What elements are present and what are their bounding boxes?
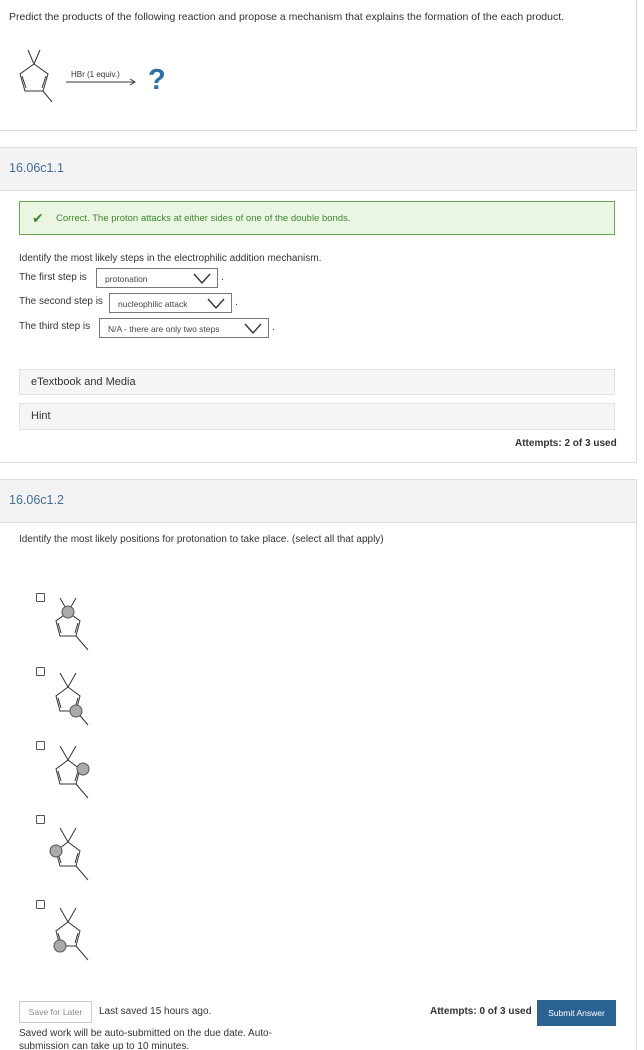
reaction-arrow xyxy=(66,78,138,86)
step3-value: N/A - there are only two steps xyxy=(108,324,220,334)
part2-attempts: Attempts: 0 of 3 used xyxy=(430,1006,532,1017)
product-question-mark: ? xyxy=(148,64,166,96)
part2-body xyxy=(0,522,637,1050)
submit-answer-button[interactable]: Submit Answer xyxy=(537,1000,616,1026)
checkmark-icon: ✔ xyxy=(32,210,44,226)
step3-period: . xyxy=(272,322,275,333)
chevron-down-icon xyxy=(207,298,225,310)
option-4-structure xyxy=(45,822,95,886)
last-saved-text: Last saved 15 hours ago. xyxy=(99,1006,212,1017)
option-4-checkbox[interactable] xyxy=(36,815,45,824)
etextbook-media-toggle[interactable] xyxy=(19,369,615,395)
chevron-down-icon xyxy=(244,323,262,335)
step2-label: The second step is xyxy=(19,296,103,307)
feedback-correct xyxy=(19,201,615,235)
option-2-checkbox[interactable] xyxy=(36,667,45,676)
step1-label: The first step is xyxy=(19,272,87,283)
reagent-label: HBr (1 equiv.) xyxy=(71,70,120,79)
part2-instructions: Identify the most likely positions for protonation to take place. (select all that apply) xyxy=(19,534,384,545)
feedback-text: Correct. The proton attacks at either sides of one of the double bonds. xyxy=(56,213,351,224)
cyclopentadiene-structure xyxy=(8,44,60,106)
etextbook-label: eTextbook and Media xyxy=(31,376,136,388)
chevron-down-icon xyxy=(193,273,211,285)
option-3-structure xyxy=(45,740,95,804)
step2-period: . xyxy=(235,297,238,308)
option-3-checkbox[interactable] xyxy=(36,741,45,750)
step1-select[interactable] xyxy=(96,268,218,288)
auto-submit-note: Saved work will be auto-submitted on the due date. Auto-submission can take up to 10 minutes. xyxy=(19,1028,272,1050)
option-5-structure xyxy=(45,902,95,966)
option-5-checkbox[interactable] xyxy=(36,900,45,909)
part2-header xyxy=(0,479,637,523)
option-1-structure xyxy=(45,592,95,656)
option-2-structure xyxy=(45,667,95,731)
part1-header xyxy=(0,147,637,191)
part1-attempts: Attempts: 2 of 3 used xyxy=(515,438,617,449)
step3-label: The third step is xyxy=(19,321,91,332)
part2-id: 16.06c1.2 xyxy=(9,493,64,507)
step2-value: nucleophilic attack xyxy=(118,299,188,309)
step3-select[interactable] xyxy=(99,318,269,338)
step1-period: . xyxy=(221,272,224,283)
option-1-checkbox[interactable] xyxy=(36,593,45,602)
part1-instructions: Identify the most likely steps in the electrophilic addition mechanism. xyxy=(19,253,322,264)
hint-toggle[interactable] xyxy=(19,403,615,430)
question-prompt: Predict the products of the following reaction and propose a mechanism that explains the formation of the each product. xyxy=(9,11,565,23)
save-for-later-button[interactable]: Save for Later xyxy=(19,1001,92,1023)
step2-select[interactable] xyxy=(109,293,232,313)
part1-id: 16.06c1.1 xyxy=(9,161,64,175)
hint-label: Hint xyxy=(31,410,51,422)
step1-value: protonation xyxy=(105,274,148,284)
